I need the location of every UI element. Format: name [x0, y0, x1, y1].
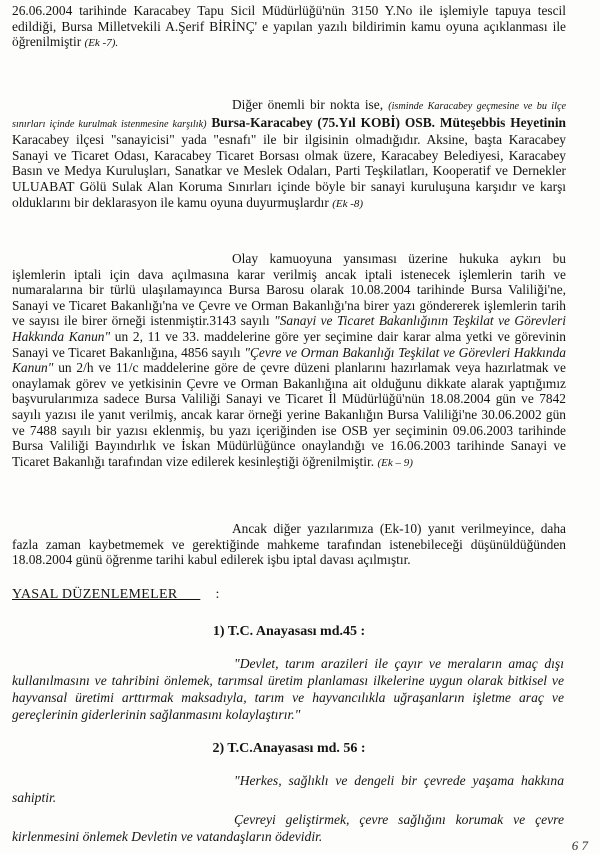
paragraph-osb-committee [12, 97, 566, 212]
paragraph-registration [12, 3, 566, 52]
paragraph-lawsuit-filed [12, 521, 566, 568]
law-3143-title: "Sanayi ve Ticaret Bakanlığının Teşkilat ve Görevleri Hakkında Kanun" [12, 313, 566, 344]
heading-article-45: 1) T.C. Anayasası md.45 : [212, 624, 366, 639]
section-heading [12, 587, 220, 603]
lawsuit-filed-text: Ancak diğer yazılarımıza (Ek-10) yanıt verilmeyince, daha fazla zaman kaybetmemek ve gerektiğinde mahkeme tarafından istenebileceği düşünüldüğünden 18.08.2004 günü öğrenme tarihi kabul edilerek işbu iptal davası açılmıştır. [12, 521, 566, 568]
osb-committee-name: Bursa-Karacabey (75.Yıl KOBİ) OSB. Müteşebbis Heyetinin [211, 114, 566, 130]
section-colon: : [215, 587, 220, 602]
annex-ref-8: (Ek -8) [332, 197, 364, 210]
registration-text: 26.06.2004 tarihinde Karacabey Tapu Sicil Müdürlüğü'nün 3150 Y.No ile işlemiyle tapuya tescil edildiği, Bursa Milletvekili A.Şerif BİRİNÇ' e yapılan yazılı bildirimin kamu oyuna açıklanması ile öğrenilmiştir [12, 3, 566, 50]
page-number: 6 7 [571, 838, 588, 854]
lawsuit-text-2: un 2, 11 ve 33. maddelerine göre yer seçimine dair karar alma yetki ve görevinin Sanayi ve Ticaret Bakanlığına, 4856 sayılı [12, 328, 566, 360]
quote-article-56-b: Çevreyi geliştirmek, çevre sağlığını korumak ve çevre kirlenmesini önlemek Devletin ve vatandaşların ödevidir. [12, 812, 564, 844]
quote-article-56-a: "Herkes, sağlıklı ve dengeli bir çevrede yaşama hakkına sahiptir. [12, 773, 564, 805]
annex-ref-7: (Ek -7). [84, 37, 119, 50]
section-title: YASAL DÜZENLEMELER [12, 587, 178, 602]
important-point-text: Diğer önemli bir nokta ise, [232, 97, 384, 112]
law-4856-title: "Çevre ve Orman Bakanlığı Teşkilat ve Görevleri Hakkında Kanun" [12, 344, 566, 376]
section-underline-gap [177, 587, 200, 602]
annex-ref-9: (Ek – 9) [377, 456, 413, 469]
heading-article-56: 2) T.C.Anayasası md. 56 : [212, 741, 366, 756]
lawsuit-text-1: Olay kamuoyuna yansıması üzerine hukuka aykırı bu işlemlerin iptali için dava açılmasına karar verilmiş ancak iptali istenecek işlemlerin tarih ve numaralarına bir türlü ulaşılamayınca Bursa Barosu olarak 10.08.2004 tarihinde Bursa Valiliği'ne, Sanayi ve Ticaret Bakanlığı'na ve Çevre ve Orman Bakanlığı'na birer yazı göndererek işlemlerin tarih ve sayısı ile birer örneği istenmiştir.3143 sayılı [12, 251, 566, 329]
opposition-text: Karacabey ilçesi "sanayicisi" yada "esnafı" ile bir ilgisinin olmadığıdır. Aksine, başta Karacabey Sanayi ve Ticaret Odası, Karacabey Ticaret Borsası olmak üzere, Karacabey Belediyesi, Karacabey Basın ve Medya Kuruluşları, Sanatkar ve Meslek Odaları, Parti Teşkilatları, Kooperatif ve Dernekler ULUABAT Gölü Sulak Alan Koruma Sınırları içinde böyle bir sanayi kuruluşuna karşıdır ve karşı olduklarını bir deklarasyon ile kamu oyuna duyurmuşlardır [12, 132, 566, 210]
paragraph-lawsuit [12, 251, 566, 471]
lawsuit-text-3: un 2/h ve 11/c maddelerine göre de çevre düzeni planlarını hazırlamak veya hazırlatmak ve onaylamak görev ve yetkisinin Çevre ve Orman Bakanlığına ait olduğunu dikkate alarak yaptığımız başvurularımıza sadece Bursa Valiliği Sanayi ve Ticaret İl Müdürlüğü'nün 18.08.2004 gün ve 7842 sayılı yazısı ile yanıt verilmiş, ancak karar örneği yerine Bakanlığın Bursa Valiliği'ne 30.06.2002 gün ve 7488 sayılı bir yazısı eklenmiş, bu yazı içeriğinden ise OSB yer seçiminin 09.06.2003 tarihinde Bursa Valiliği Bayındırlık ve İskan Müdürlüğünce onaylandığı ve 16.06.2003 tarihinde Sanayi ve Ticaret Bakanlığı tarafından vize edilerek kesinleştiği öğrenilmiştir. [12, 360, 566, 469]
quote-article-45: "Devlet, tarım arazileri ile çayır ve meraların amaç dışı kullanılmasını ve tahribini önlemek, tarımsal üretim planlaması ilkelerine uygun olarak bitkisel ve hayvansal üretimi arttırmak maksadıyla, tarım ve hayvancılıkla uğraşanların işletme araç ve gereçlerinin giderlerinin sağlanmasını kolaylaştırır." [12, 656, 564, 722]
karacabey-note: (isminde Karacabey geçmesine ve bu ilçe sınırları içinde kurulmak istenmesine karşılık) [12, 101, 566, 130]
